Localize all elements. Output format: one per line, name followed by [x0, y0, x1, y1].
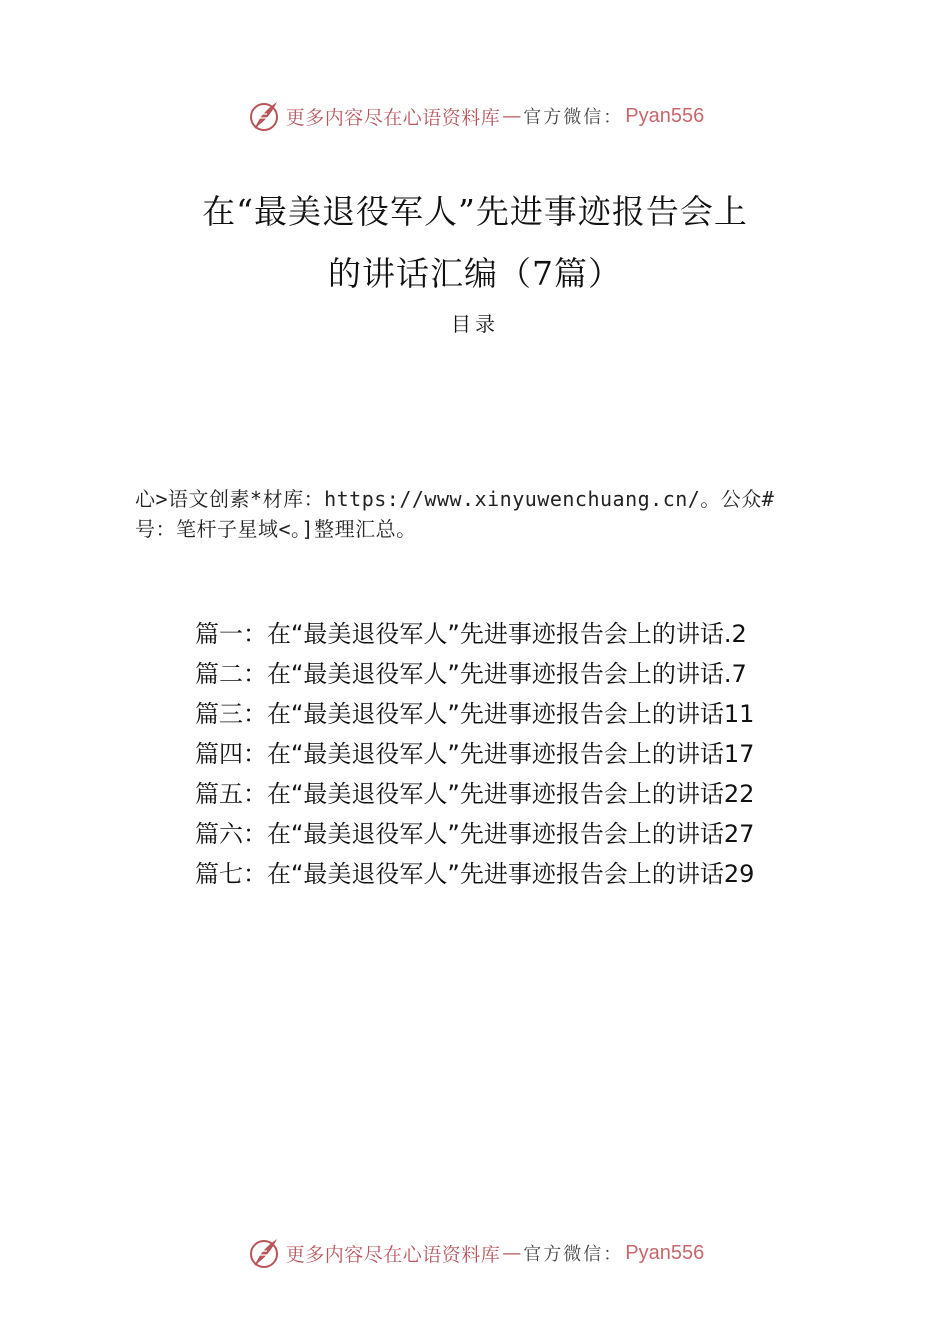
toc-item-1[interactable]: 篇一：在“最美退役军人”先进事迹报告会上的讲话.2: [195, 620, 747, 648]
footer-banner-wechat-label: 官方微信：: [523, 1244, 624, 1265]
source-note: [135, 484, 855, 544]
toc-item-7[interactable]: 篇七：在“最美退役军人”先进事迹报告会上的讲话29: [195, 860, 755, 888]
quill-logo-icon: [246, 98, 282, 134]
toc-heading: 目录: [451, 312, 499, 336]
footer-banner: [0, 1231, 950, 1275]
document-title-line1: 在“最美退役军人”先进事迹报告会上: [202, 192, 748, 231]
footer-banner-text: 更多内容尽在心语资料库: [285, 1243, 501, 1266]
toc-item-3[interactable]: 篇三：在“最美退役军人”先进事迹报告会上的讲话11: [195, 700, 755, 728]
footer-banner-wechat-id: Pyan556: [625, 1241, 705, 1264]
banner-text: 更多内容尽在心语资料库: [285, 106, 501, 129]
toc-item-6[interactable]: 篇六：在“最美退役军人”先进事迹报告会上的讲话27: [195, 820, 755, 848]
source-note-line2: 号：笔杆子星域<。]整理汇总。: [135, 517, 417, 541]
source-note-line1: 心>语文创素*材库：https://www.xinyuwenchuang.cn/。公众#: [135, 487, 775, 511]
toc-item-2[interactable]: 篇二：在“最美退役军人”先进事迹报告会上的讲话.7: [195, 660, 747, 688]
toc-item-5[interactable]: 篇五：在“最美退役军人”先进事迹报告会上的讲话22: [195, 780, 755, 808]
banner-separator: —: [502, 105, 522, 127]
document-title-line2: 的讲话汇编（7篇）: [328, 254, 622, 293]
banner-wechat-id: Pyan556: [625, 104, 705, 127]
toc-item-4[interactable]: 篇四：在“最美退役军人”先进事迹报告会上的讲话17: [195, 740, 755, 768]
header-banner: [0, 94, 950, 138]
quill-logo-icon: [246, 1235, 282, 1271]
footer-banner-separator: —: [502, 1242, 522, 1264]
banner-wechat-label: 官方微信：: [523, 107, 624, 128]
table-of-contents: [195, 614, 835, 894]
